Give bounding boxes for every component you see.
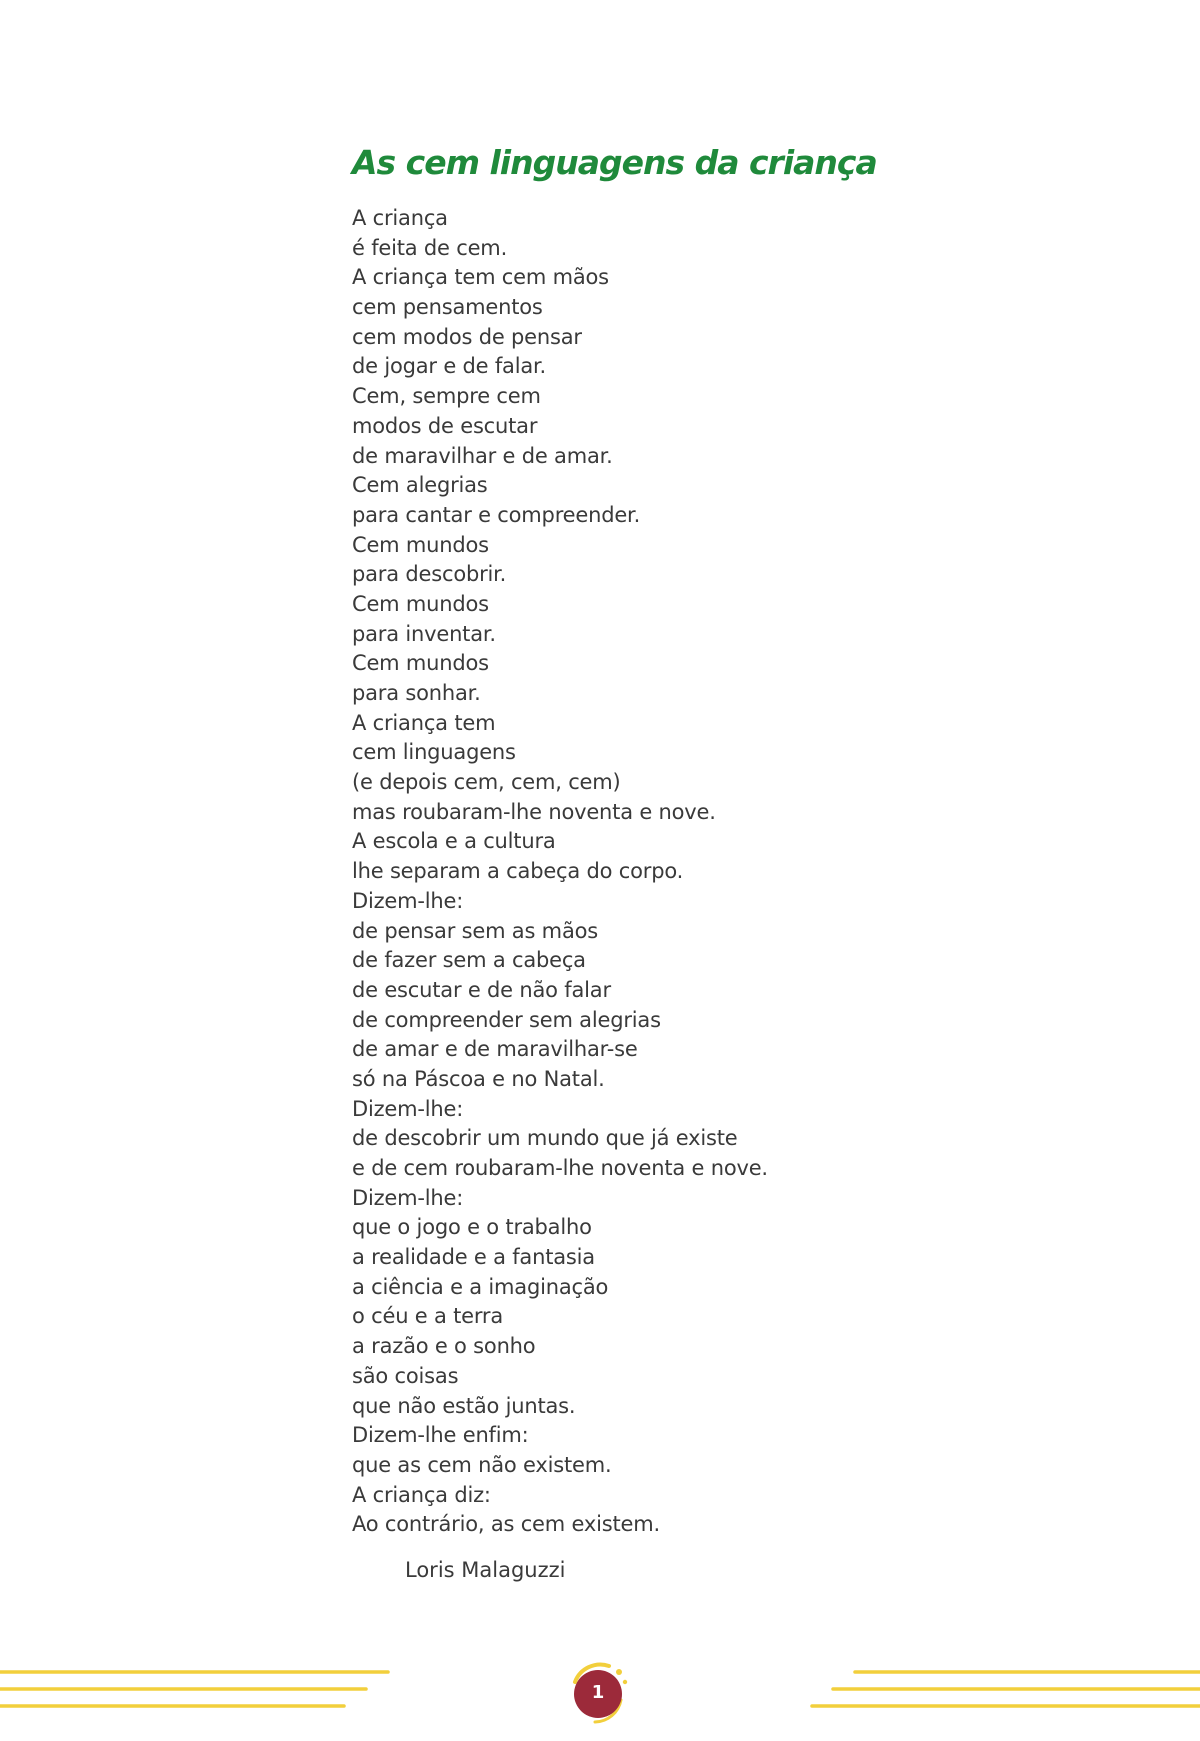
poem-title: As cem linguagens da criança — [352, 143, 877, 182]
poem-line: Cem mundos — [352, 651, 489, 676]
poem-line: de compreender sem alegrias — [352, 1007, 661, 1032]
poem-line: de escutar e de não falar — [352, 977, 611, 1002]
poem-line: de jogar e de falar. — [352, 354, 546, 379]
poem-line: A criança diz: — [352, 1482, 491, 1507]
poem-line: a ciência e a imaginação — [352, 1274, 609, 1299]
poem-line: de maravilhar e de amar. — [352, 443, 613, 468]
poem-line: Dizem-lhe enfim: — [352, 1423, 529, 1448]
poem-line: Cem mundos — [352, 591, 489, 616]
poem-line: para inventar. — [352, 621, 496, 646]
poem-body — [352, 204, 768, 1540]
poem-line: A criança — [352, 206, 448, 230]
poem-line: Cem, sempre cem — [352, 384, 541, 409]
poem-line: Ao contrário, as cem existem. — [352, 1512, 660, 1537]
poem-line: e de cem roubaram-lhe noventa e nove. — [352, 1156, 768, 1180]
poem-line: Dizem-lhe: — [352, 888, 464, 913]
page-number: 1 — [591, 1682, 605, 1703]
poem-line: mas roubaram-lhe noventa e nove. — [352, 799, 716, 824]
poem-line: Dizem-lhe: — [352, 1096, 464, 1121]
poem-line: para descobrir. — [352, 562, 507, 587]
poem-line: de amar e de maravilhar-se — [352, 1037, 638, 1062]
poem-line: de pensar sem as mãos — [352, 918, 598, 943]
poem-line: o céu e a terra — [352, 1304, 504, 1329]
poem-line: Cem mundos — [352, 532, 489, 557]
poem-line: Cem alegrias — [352, 473, 488, 498]
poem-author: Loris Malaguzzi — [405, 1558, 566, 1582]
poem-line: A escola e a cultura — [352, 829, 556, 854]
poem-line: lhe separam a cabeça do corpo. — [352, 859, 684, 884]
poem-line: a razão e o sonho — [352, 1334, 536, 1359]
poem-line: que as cem não existem. — [352, 1452, 612, 1477]
poem-line: cem linguagens — [352, 740, 516, 765]
poem-line: são coisas — [352, 1363, 459, 1388]
poem-line: (e depois cem, cem, cem) — [352, 770, 621, 795]
poem-line: para sonhar. — [352, 681, 481, 705]
poem-line: que o jogo e o trabalho — [352, 1215, 592, 1240]
poem-line: modos de escutar — [352, 413, 538, 438]
poem-line: que não estão juntas. — [352, 1393, 576, 1418]
poem-line: é feita de cem. — [352, 235, 508, 260]
poem-line: Dizem-lhe: — [352, 1185, 464, 1210]
poem-line: cem pensamentos — [352, 295, 543, 320]
poem-line: A criança tem — [352, 710, 496, 735]
poem-line: a realidade e a fantasia — [352, 1245, 595, 1270]
poem-line: para cantar e compreender. — [352, 502, 641, 527]
poem-line: de fazer sem a cabeça — [352, 948, 586, 973]
poem-line: cem modos de pensar — [352, 324, 582, 349]
poem-line: A criança tem cem mãos — [352, 265, 609, 290]
poem-line: só na Páscoa e no Natal. — [352, 1066, 605, 1091]
poem-line: de descobrir um mundo que já existe — [352, 1126, 738, 1151]
